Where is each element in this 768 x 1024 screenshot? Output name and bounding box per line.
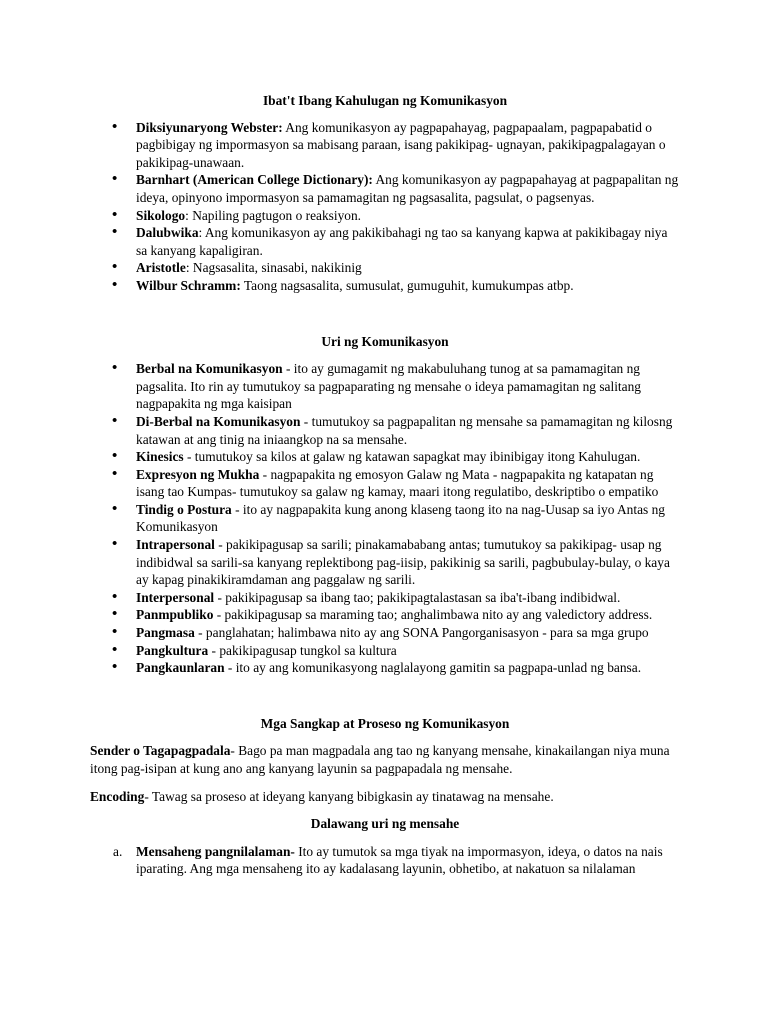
list-item	[90, 536, 680, 589]
list-item-text: Ito ay tumutok sa mga tiyak na impormasyon, ideya, o datos na nais iparating. Ang mga mensaheng ito ay kadalasang layunin, obhetibo, at nakatuon sa nilalaman	[136, 843, 663, 877]
section-title-proseso: Mga Sangkap at Proseso ng Komunikasyon	[260, 715, 510, 731]
document-content	[90, 92, 680, 878]
list-item	[90, 259, 680, 277]
list-item-text: - tumutukoy sa pagpapalitan ng mensahe sa pamamagitan ng kilosng katawan at ang tinig na iniaangkop na sa mensahe.	[136, 413, 673, 447]
bullet-list-uri	[90, 360, 680, 677]
list-item-term: Aristotle	[136, 260, 186, 276]
list-item	[90, 843, 680, 878]
list-item-term: Mensaheng pangnilalaman-	[136, 843, 295, 859]
list-item	[90, 413, 680, 448]
list-item	[90, 624, 680, 642]
list-marker: a.	[113, 843, 123, 859]
list-item	[90, 448, 680, 466]
bullet-list-kahulugan	[90, 119, 680, 295]
list-item	[90, 606, 680, 624]
list-item-text: : Nagsasalita, sinasabi, nakikinig	[185, 260, 362, 276]
list-item-term: Interpersonal	[136, 589, 215, 605]
list-item	[90, 642, 680, 660]
subsection-title-mensahe: Dalawang uri ng mensahe	[310, 816, 460, 832]
paragraph-encoding	[90, 788, 680, 806]
list-item-term: Expresyon ng Mukha	[136, 466, 260, 482]
list-item	[90, 207, 680, 225]
list-item-text: - pakikipagusap sa sarili; pinakamababang antas; tumutukoy sa pakikipag- usap ng indibidwal sa sarili-sa kanyang replektibong pag-iisip, pakikinig sa sarili, pagbubulay-bulay, o kaya ay kapag pinakikiramdaman ang paggalaw ng sarili.	[136, 537, 670, 588]
list-item	[90, 224, 680, 259]
list-item-text: : Ang komunikasyon ay ang pakikibahagi ng tao sa kanyang kapwa at pakikibagay niya sa kanyang kapaligiran.	[136, 225, 668, 258]
list-item-text: - ito ay ang komunikasyong naglalayong gamitin sa pagpapa-unlad ng bansa.	[224, 660, 642, 676]
list-item-text: - pakikipagusap tungkol sa kultura	[208, 642, 397, 658]
list-item-term: Wilbur Schramm:	[136, 277, 241, 293]
list-item-text: - tumutukoy sa kilos at galaw ng katawan sapagkat may ibinibigay itong Kahulugan.	[183, 449, 641, 465]
list-item-term: Pangmasa	[136, 625, 195, 641]
paragraph-text: - Bago pa man magpadala ang tao ng kanyang mensahe, kinakailangan niya muna itong pag-isipan at kung ano ang kanyang layunin sa pagpapadala ng mensahe.	[90, 743, 670, 776]
paragraph-term: Encoding	[90, 788, 145, 804]
list-item-text: - pakikipagusap sa ibang tao; pakikipagtalastasan sa iba't-ibang indibidwal.	[214, 589, 621, 605]
list-item-term: Dalubwika	[136, 225, 199, 241]
list-item-text: - ito ay nagpapakita kung anong klaseng taong ito na nag-Uusap sa iyo Antas ng Komunikasyon	[136, 501, 665, 535]
list-item	[90, 171, 680, 206]
paragraph-sender	[90, 742, 680, 777]
list-item-term: Panmpubliko	[136, 607, 214, 623]
section-title-uri: Uri ng Komunikasyon	[321, 333, 449, 349]
list-item-term: Pangkaunlaran	[136, 660, 225, 676]
list-item-text: - pakikipagusap sa maraming tao; anghalimbawa nito ay ang valedictory address.	[213, 607, 653, 623]
list-item	[90, 659, 680, 677]
list-item	[90, 501, 680, 536]
list-item-term: Berbal na Komunikasyon	[136, 361, 283, 377]
list-item	[90, 119, 680, 172]
list-item-text: - panglahatan; halimbawa nito ay ang SONA Pangorganisasyon - para sa mga grupo	[194, 625, 649, 641]
list-item-text: : Napiling pagtugon o reaksiyon.	[185, 207, 362, 223]
section-title-kahulugan: Ibat't Ibang Kahulugan ng Komunikasyon	[262, 93, 508, 108]
list-item-term: Barnhart (American College Dictionary):	[136, 172, 373, 188]
alpha-list-mensahe	[90, 843, 680, 878]
list-item-term: Pangkultura	[136, 642, 209, 658]
list-item-term: Sikologo	[136, 207, 186, 223]
list-item-term: Kinesics	[136, 449, 184, 465]
list-item-text: - ito ay gumagamit ng makabuluhang tunog at sa pamamagitan ng pagsalita. Ito rin ay tumutukoy sa pagpaparating ng mensahe o ideya pamamagitan ng salitang nagpapakita ng mga kaisipan	[136, 361, 641, 412]
paragraph-term: Sender o Tagapagpadala	[90, 743, 231, 759]
list-item-term: Diksiyunaryong Webster:	[136, 119, 283, 135]
list-item-term: Di-Berbal na Komunikasyon	[136, 413, 301, 429]
list-item	[90, 466, 680, 501]
list-item-text: Ang komunikasyon ay pagpapahayag at pagpapalitan ng ideya, opinyono impormasyon sa pamamagitan ng pagsasalita, pagsulat, o pagsenyas.	[136, 172, 679, 205]
list-item-text: - nagpapakita ng emosyon Galaw ng Mata - nagpapakita ng katapatan ng isang tao Kumpas- tumutukoy sa galaw ng kamay, maari itong regulatibo, deskriptibo o empatiko	[136, 466, 659, 500]
list-item	[90, 360, 680, 413]
paragraph-text: - Tawag sa proseso at ideyang kanyang bibigkasin ay tinatawag na mensahe.	[144, 788, 554, 804]
list-item-term: Intrapersonal	[136, 537, 215, 553]
list-item	[90, 277, 680, 295]
list-item-text: Ang komunikasyon ay pagpapahayag, pagpapaalam, pagpapabatid o pagbibigay ng impormasyon sa mabisang paraan, isang pakikipag- ugnayan, pakikipagpalagayan o pakikipag-unawaan.	[136, 119, 666, 170]
list-item-term: Tindig o Postura	[136, 501, 232, 517]
list-item	[90, 589, 680, 607]
list-item-text: Taong nagsasalita, sumusulat, gumuguhit, kumukumpas atbp.	[240, 277, 574, 293]
